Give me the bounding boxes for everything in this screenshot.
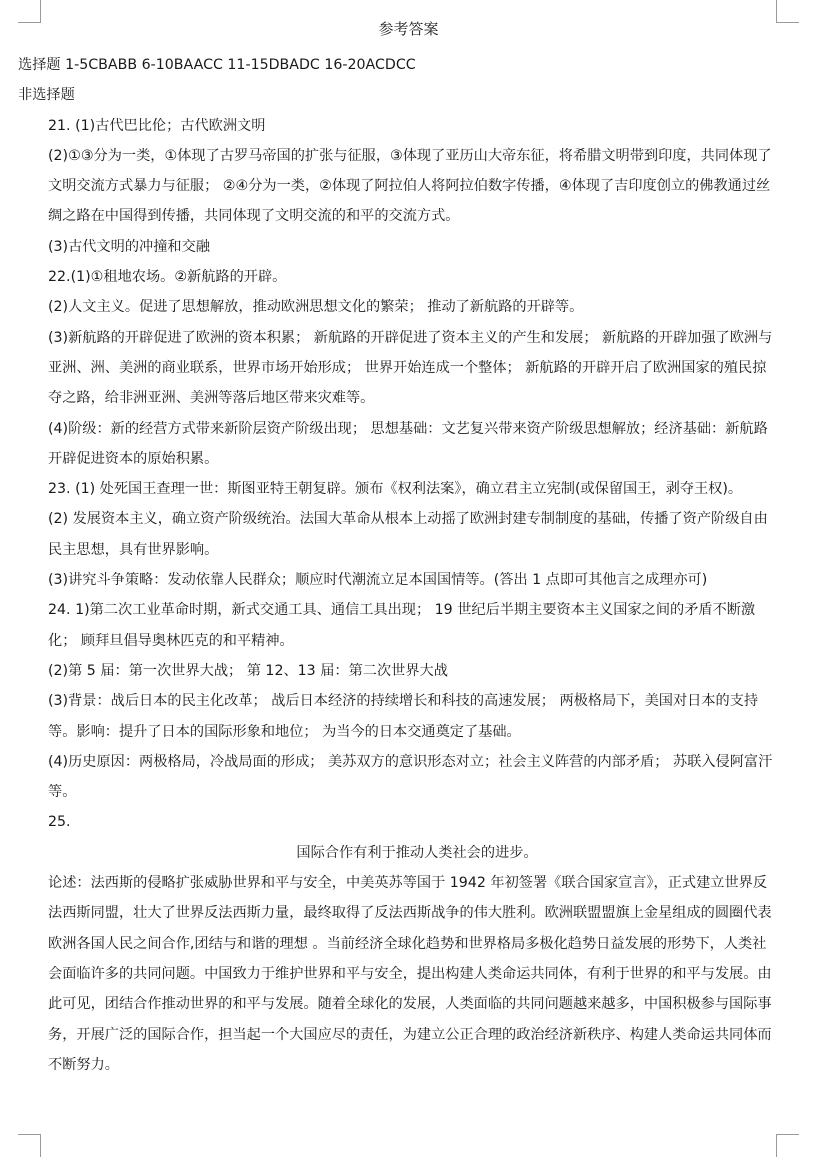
q22-part3: (3)新航路的开辟促进了欧洲的资本积累； 新航路的开辟促进了资本主义的产生和发展； 新航路的开辟加强了欧洲与亚洲、洲、美洲的商业联系，世界市场开始形成； 世界开始连成一个整体； 新航路的开辟开启了欧洲国家的殖民掠夺之路，给非洲亚洲、美洲等落后地区带来灾难等。 bbox=[48, 329, 773, 407]
q21-part1: 21. (1)古代巴比伦；古代欧洲文明 bbox=[48, 117, 266, 134]
choice-answers-line bbox=[18, 50, 776, 80]
q21-part3: (3)古代文明的冲撞和交融 bbox=[48, 238, 210, 255]
q23-part1: 23. (1) 处死国王查理一世：斯图亚特王朝复辟。颁布《权利法案》，确立君主立宪制(或保留国王，剥夺王权)。 bbox=[48, 481, 743, 498]
page-title: 参考答案 bbox=[378, 20, 439, 38]
q25-number: 25. bbox=[48, 814, 71, 831]
q22-part2: (2)人文主义。促进了思想解放，推动欧洲思想文化的繁荣； 推动了新航路的开辟等。 bbox=[48, 299, 584, 316]
nonchoice-label: 非选择题 bbox=[18, 87, 75, 104]
q24-part2: (2)第 5 届：第一次世界大战； 第 12、13 届：第二次世界大战 bbox=[48, 662, 448, 679]
q25-essay-body: 论述：法西斯的侵略扩张威胁世界和平与安全，中美英苏等国于 1942 年初签署《联合国家宣言》，正式建立世界反法西斯同盟，壮大了世界反法西斯力量，最终取得了反法西斯战争的伟大胜利。欧洲联盟盟旗上金星组成的圆圈代表欧洲各国人民之间合作,团结与和谐的理想 。当前经济全球化趋势和世界格局多极化趋势日益发展的形势下，人类社会面临许多的共同问题。中国致力于维护世界和平与安全，提出构建人类命运共同体，有利于世界的和平与发展。由此可见，团结合作推动世界的和平与发展。随着全球化的发展，人类面临的共同问题越来越多，中国积极参与国际事务，开展广泛的国际合作，担当起一个大国应尽的责任，为建立公正合理的政治经济新秩序、构建人类命运共同体而不断努力。 bbox=[48, 875, 772, 1073]
q22-part1: 22.(1)①租地农场。②新航路的开辟。 bbox=[48, 269, 287, 286]
q23-part3: (3)讲究斗争策略：发动依靠人民群众；顺应时代潮流立足本国国情等。(答出 1 点即可其他言之成理亦可) bbox=[48, 572, 708, 589]
choice-label: 选择题 bbox=[18, 57, 61, 73]
q22-part4: (4)阶级：新的经营方式带来新阶层资产阶级出现； 思想基础：文艺复兴带来资产阶级思想解放；经济基础：新航路开辟促进资本的原始积累。 bbox=[48, 420, 768, 467]
choice-answers: 1-5CBABB 6-10BAACC 11-15DBADC 16-20ACDCC bbox=[65, 57, 416, 73]
q23-part2: (2) 发展资本主义，确立资产阶级统治。法国大革命从根本上动摇了欧洲封建专制制度的基础，传播了资产阶级自由民主思想，具有世界影响。 bbox=[48, 511, 768, 558]
crop-mark-bottom-right bbox=[776, 1134, 799, 1157]
crop-mark-bottom-left bbox=[18, 1134, 41, 1157]
q25-essay-title: 国际合作有利于推动人类社会的进步。 bbox=[296, 844, 538, 861]
q21-part2: (2)①③分为一类，①体现了古罗马帝国的扩张与征服，③体现了亚历山大帝东征，将希腊文明带到印度，共同体现了文明交流方式暴力与征服； ②④分为一类，②体现了阿拉伯人将阿拉伯数字传播，④体现了吉印度创立的佛教通过丝绸之路在中国得到传播，共同体现了文明交流的和平的交流方式。 bbox=[48, 147, 772, 225]
q24-part1: 24. 1)第二次工业革命时期，新式交通工具、通信工具出现； 19 世纪后半期主要资本主义国家之间的矛盾不断激化； 顾拜旦倡导奥林匹克的和平精神。 bbox=[48, 602, 756, 649]
q24-part3: (3)背景：战后日本的民主化改革； 战后日本经济的持续增长和科技的高速发展； 两极格局下，美国对日本的支持等。影响：提升了日本的国际形象和地位； 为当今的日本交通奠定了基础。 bbox=[48, 693, 759, 740]
q24-part4: (4)历史原因：两极格局，冷战局面的形成； 美苏双方的意识形态对立；社会主义阵营的内部矛盾； 苏联入侵阿富汗等。 bbox=[48, 753, 773, 801]
answer-content bbox=[18, 50, 776, 1080]
